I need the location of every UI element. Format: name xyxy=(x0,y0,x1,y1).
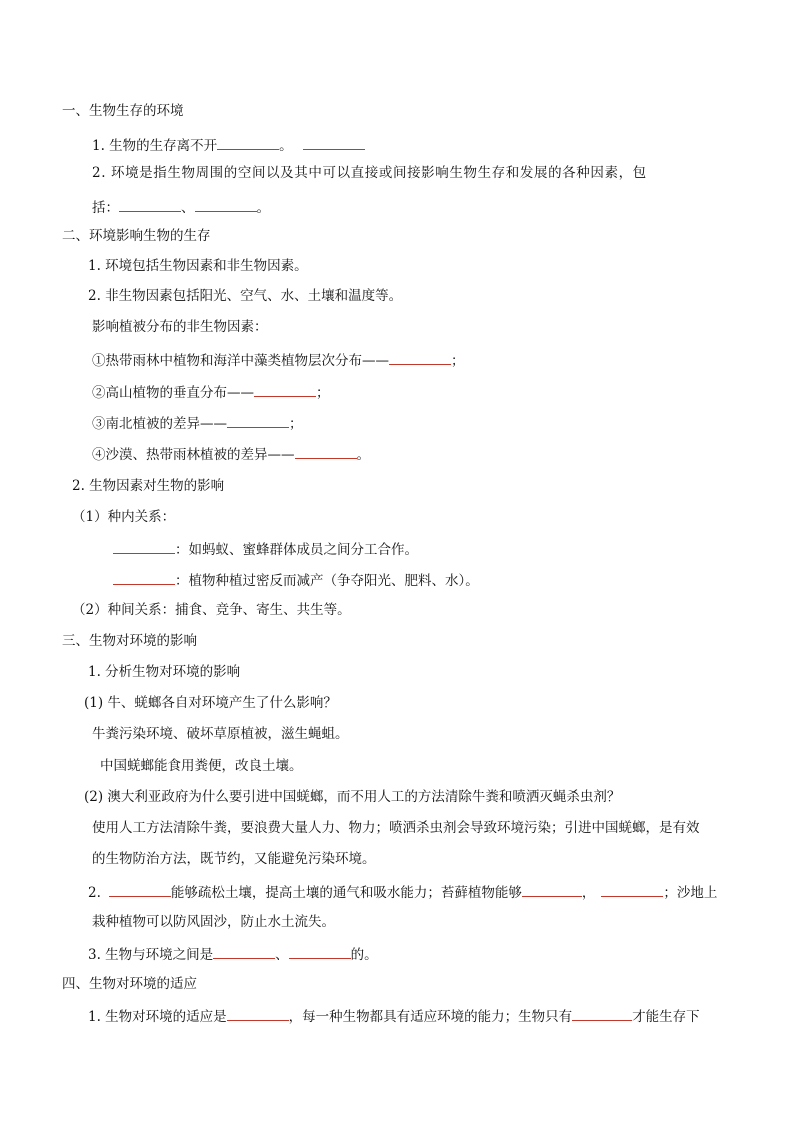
s3-answer-2-line-1: 使用人工方法清除牛粪，要浪费大量人力、物力；喷洒杀虫剂会导致环境污染；引进中国蜣螂，是有效 xyxy=(92,820,700,836)
fill-blank[interactable] xyxy=(119,196,181,212)
s2-item-2: 2. 非生物因素包括阳光、空气、水、土壤和温度等。 xyxy=(88,288,403,304)
s3-item-2-line-1 xyxy=(88,881,717,903)
text: 2. xyxy=(88,885,101,901)
s2-factor-2 xyxy=(92,381,330,403)
text: 1. 生物的生存离不开 xyxy=(92,138,218,154)
text: 。 xyxy=(356,447,370,463)
fill-blank[interactable] xyxy=(227,412,289,428)
fill-blank[interactable] xyxy=(109,881,171,897)
text: ；沙地上 xyxy=(663,885,718,901)
fill-blank[interactable] xyxy=(389,349,451,365)
text: 、 xyxy=(275,947,289,963)
fill-blank[interactable] xyxy=(522,881,582,897)
text: ； xyxy=(316,385,330,401)
text: ①热带雨林中植物和海洋中藻类植物层次分布—— xyxy=(92,353,389,369)
s2-item-3: 2. 生物因素对生物的影响 xyxy=(72,478,225,494)
s1-item-1 xyxy=(92,134,365,156)
text: 。 xyxy=(279,138,293,154)
section-4-title: 四、生物对环境的适应 xyxy=(62,976,197,992)
text: ； xyxy=(451,353,465,369)
s3-answer-1a: 牛粪污染环境、破坏草原植被，滋生蝇蛆。 xyxy=(92,726,349,742)
fill-blank[interactable] xyxy=(217,134,279,150)
fill-blank[interactable] xyxy=(295,443,357,459)
section-1-title: 一、生物生存的环境 xyxy=(62,103,184,119)
s2-item-1: 1. 环境包括生物因素和非生物因素。 xyxy=(88,258,308,274)
s3-item-1: 1. 分析生物对环境的影响 xyxy=(88,664,241,680)
fill-blank[interactable] xyxy=(572,1005,632,1021)
fill-blank[interactable] xyxy=(601,881,663,897)
fill-blank[interactable] xyxy=(113,569,175,585)
fill-blank[interactable] xyxy=(254,381,316,397)
s3-item-3 xyxy=(88,943,378,965)
s3-answer-1b: 中国蜣螂能食用粪便，改良土壤。 xyxy=(100,758,303,774)
s3-answer-2-line-2: 的生物防治方法，既节约，又能避免污染环境。 xyxy=(92,851,376,867)
fill-blank[interactable] xyxy=(213,943,275,959)
fill-blank[interactable] xyxy=(227,1005,289,1021)
text: 能够疏松土壤，提高土壤的通气和吸水能力；苔藓植物能够 xyxy=(170,885,522,901)
s2-factor-3 xyxy=(92,412,303,434)
section-2-title: 二、环境影响生物的生存 xyxy=(62,228,211,244)
s2-intraspecific: （1）种内关系： xyxy=(72,509,176,525)
s1-item-2-line-2 xyxy=(92,196,270,218)
s3-item-2-line-2: 栽种植物可以防风固沙，防止水土流失。 xyxy=(92,914,335,930)
text: ：如蚂蚁、蜜蜂群体成员之间分工合作。 xyxy=(175,542,418,558)
s2-intra-b xyxy=(113,569,479,591)
section-3-title: 三、生物对环境的影响 xyxy=(62,633,197,649)
text: 括： xyxy=(92,200,119,216)
text: ②高山植物的垂直分布—— xyxy=(92,385,254,401)
s1-item-2-line-1: 2. 环境是指生物周围的空间以及其中可以直接或间接影响生物生存和发展的各种因素，包 xyxy=(92,165,647,181)
text: ：植物种植过密反而减产（争夺阳光、肥料、水）。 xyxy=(175,573,479,589)
fill-blank[interactable] xyxy=(195,196,257,212)
s2-factor-1 xyxy=(92,349,465,371)
text: ， xyxy=(581,885,596,901)
text: ； xyxy=(289,416,303,432)
text: 3. 生物与环境之间是 xyxy=(88,947,214,963)
fill-blank[interactable] xyxy=(113,538,175,554)
s3-question-2: (2) 澳大利亚政府为什么要引进中国蜣螂，而不用人工的方法清除牛粪和喷洒灭蝇杀虫剂？ xyxy=(84,789,621,805)
s3-question-1: (1) 牛、蜣螂各自对环境产生了什么影响？ xyxy=(84,695,337,711)
text: ，每一种生物都具有适应环境的能力；生物只有 xyxy=(288,1009,573,1025)
s2-interspecific: （2）种间关系：捕食、竞争、寄生、共生等。 xyxy=(72,602,351,618)
s2-factor-4 xyxy=(92,443,370,465)
text: ③南北植被的差异—— xyxy=(92,416,227,432)
s2-subtitle: 影响植被分布的非生物因素： xyxy=(92,319,268,335)
fill-blank[interactable] xyxy=(303,134,365,150)
text: ④沙漠、热带雨林植被的差异—— xyxy=(92,447,295,463)
s4-item-1 xyxy=(88,1005,700,1027)
text: 。 xyxy=(256,200,270,216)
s2-intra-a xyxy=(113,538,418,560)
text: 才能生存下 xyxy=(632,1009,700,1025)
text: 的。 xyxy=(350,947,378,963)
text: 1. 生物对环境的适应是 xyxy=(88,1009,227,1025)
fill-blank[interactable] xyxy=(289,943,351,959)
text: 、 xyxy=(181,200,195,216)
